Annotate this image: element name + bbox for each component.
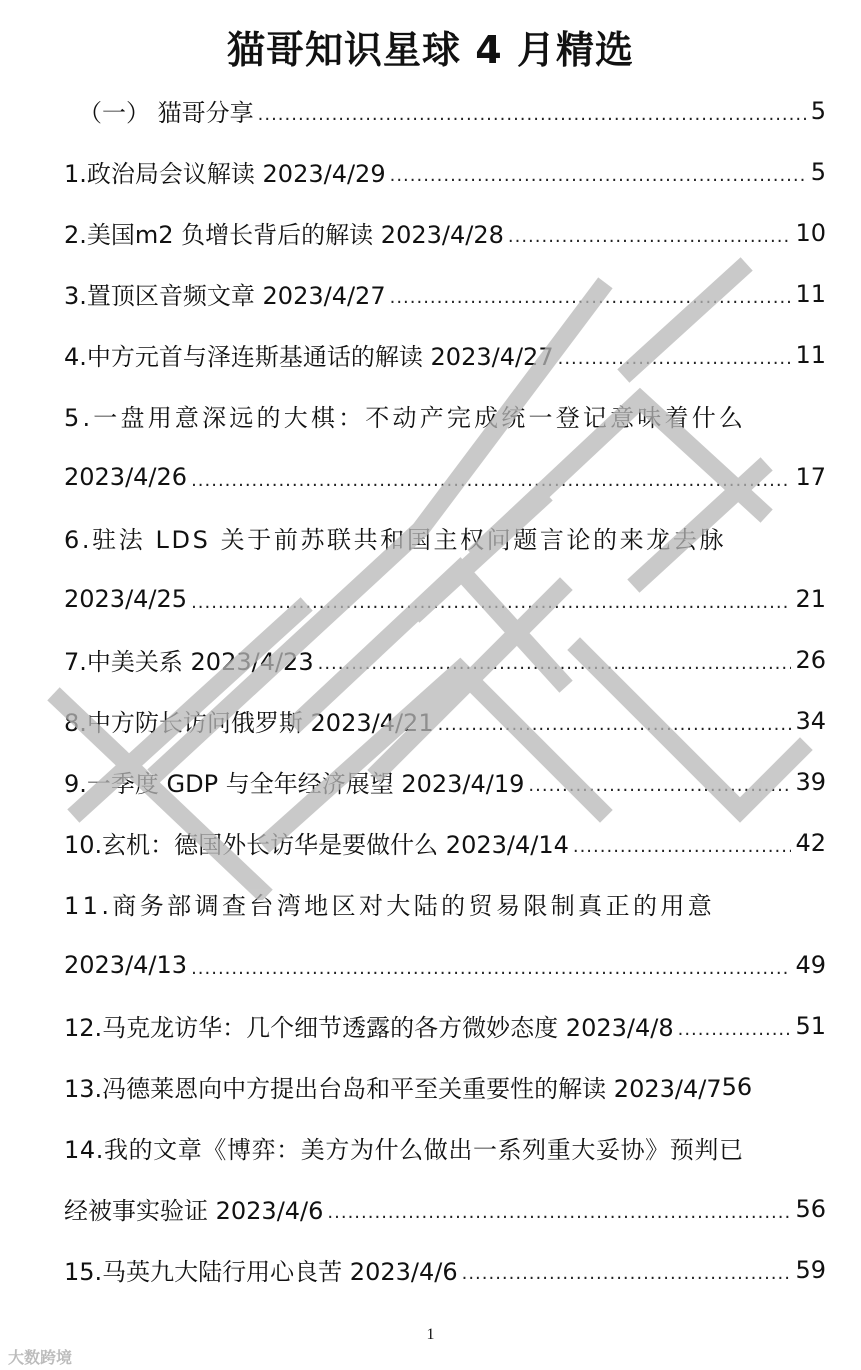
toc-page-number: 10 bbox=[795, 218, 826, 247]
toc-page-number: 49 bbox=[795, 950, 826, 979]
toc-entry-label: （一） 猫哥分享 bbox=[78, 99, 254, 127]
toc-entry[interactable] bbox=[64, 202, 826, 263]
dot-leader bbox=[318, 655, 792, 673]
dot-leader bbox=[327, 1204, 791, 1222]
toc-entry-label: 9.一季度 GDP 与全年经济展望 2023/4/19 bbox=[64, 770, 525, 798]
dot-leader bbox=[558, 350, 792, 368]
toc-page-number: 39 bbox=[795, 767, 826, 796]
toc-page-number: 17 bbox=[795, 462, 826, 491]
toc-page-number: 34 bbox=[795, 706, 826, 735]
toc-page-number: 5 bbox=[810, 96, 826, 125]
toc-entry-date: 经被事实验证 2023/4/6 bbox=[64, 1197, 324, 1225]
toc-entry[interactable] bbox=[64, 141, 826, 202]
toc-entry-line2[interactable] bbox=[64, 934, 826, 995]
toc-entry[interactable] bbox=[64, 812, 826, 873]
toc-entry-label: 6.驻法 LDS 关于前苏联共和国主权问题言论的来龙去脉 bbox=[64, 526, 727, 554]
toc-entry-label: 14.我的文章《博弈：美方为什么做出一系列重大妥协》预判已 bbox=[64, 1136, 744, 1164]
table-of-contents bbox=[64, 80, 826, 1300]
toc-entry-label: 1.政治局会议解读 2023/4/29 bbox=[64, 160, 386, 188]
dot-leader bbox=[528, 777, 791, 795]
toc-entry[interactable] bbox=[64, 324, 826, 385]
toc-entry-line1[interactable] bbox=[64, 385, 826, 446]
dot-leader bbox=[438, 716, 792, 734]
toc-entry[interactable] bbox=[64, 751, 826, 812]
toc-entry-label: 4.中方元首与泽连斯基通话的解读 2023/4/27 bbox=[64, 343, 554, 371]
toc-entry-label: 5.一盘用意深远的大棋：不动产完成统一登记意味着什么 bbox=[64, 404, 747, 432]
dot-leader bbox=[390, 289, 792, 307]
toc-entry-date: 2023/4/26 bbox=[64, 462, 188, 491]
toc-entry[interactable] bbox=[64, 263, 826, 324]
toc-entry-line1[interactable] bbox=[64, 1117, 826, 1178]
toc-entry-line1[interactable] bbox=[64, 507, 826, 568]
toc-entry-line2[interactable] bbox=[64, 1178, 826, 1239]
toc-page-number: 51 bbox=[795, 1011, 826, 1040]
dot-leader bbox=[678, 1021, 792, 1039]
toc-page-number: 21 bbox=[795, 584, 826, 613]
toc-entry-label: 7.中美关系 2023/4/23 bbox=[64, 648, 314, 676]
page-number: 1 bbox=[426, 1326, 435, 1343]
toc-entry[interactable] bbox=[64, 1056, 826, 1117]
dot-leader bbox=[462, 1265, 792, 1283]
toc-entry-label: 15.马英九大陆行用心良苦 2023/4/6 bbox=[64, 1258, 458, 1286]
toc-entry-label: 11.商务部调查台湾地区对大陆的贸易限制真正的用意 bbox=[64, 892, 716, 920]
toc-entry-line1[interactable] bbox=[64, 873, 826, 934]
dot-leader bbox=[390, 167, 807, 185]
toc-page-number: 11 bbox=[795, 279, 826, 308]
dot-leader bbox=[191, 960, 791, 978]
toc-entry-line2[interactable] bbox=[64, 446, 826, 507]
toc-page-number: 11 bbox=[795, 340, 826, 369]
toc-entry-date: 2023/4/13 bbox=[64, 950, 188, 979]
dot-leader bbox=[573, 838, 792, 856]
toc-entry-label: 13.冯德莱恩向中方提出台岛和平至关重要性的解读 2023/4/7 bbox=[64, 1075, 722, 1103]
toc-entry-date: 2023/4/25 bbox=[64, 584, 188, 613]
toc-page-number: 5 bbox=[810, 157, 826, 186]
toc-entry[interactable] bbox=[64, 629, 826, 690]
toc-entry-label: 3.置顶区音频文章 2023/4/27 bbox=[64, 282, 386, 310]
toc-page-number: 26 bbox=[795, 645, 826, 674]
toc-page-number: 56 bbox=[721, 1072, 753, 1101]
toc-entry[interactable] bbox=[64, 690, 826, 751]
document-title: 猫哥知识星球 4 月精选 bbox=[227, 28, 634, 72]
watermark-logo: 大数跨境 bbox=[8, 1348, 73, 1367]
toc-entry-label: 10.玄机：德国外长访华是要做什么 2023/4/14 bbox=[64, 831, 569, 859]
toc-entry[interactable] bbox=[64, 995, 826, 1056]
toc-entry-label: 2.美国m2 负增长背后的解读 2023/4/28 bbox=[64, 221, 504, 249]
dot-leader bbox=[191, 594, 791, 612]
toc-entry-label: 12.马克龙访华：几个细节透露的各方微妙态度 2023/4/8 bbox=[64, 1014, 674, 1042]
toc-entry-label: 8.中方防长访问俄罗斯 2023/4/21 bbox=[64, 709, 434, 737]
toc-page-number: 59 bbox=[795, 1255, 826, 1284]
dot-leader bbox=[508, 228, 792, 246]
dot-leader bbox=[258, 106, 807, 124]
dot-leader bbox=[191, 472, 791, 490]
toc-entry[interactable] bbox=[64, 1239, 826, 1300]
toc-entry-line2[interactable] bbox=[64, 568, 826, 629]
toc-page-number: 56 bbox=[795, 1194, 826, 1223]
toc-page-number: 42 bbox=[795, 828, 826, 857]
toc-section-heading[interactable] bbox=[64, 80, 826, 141]
